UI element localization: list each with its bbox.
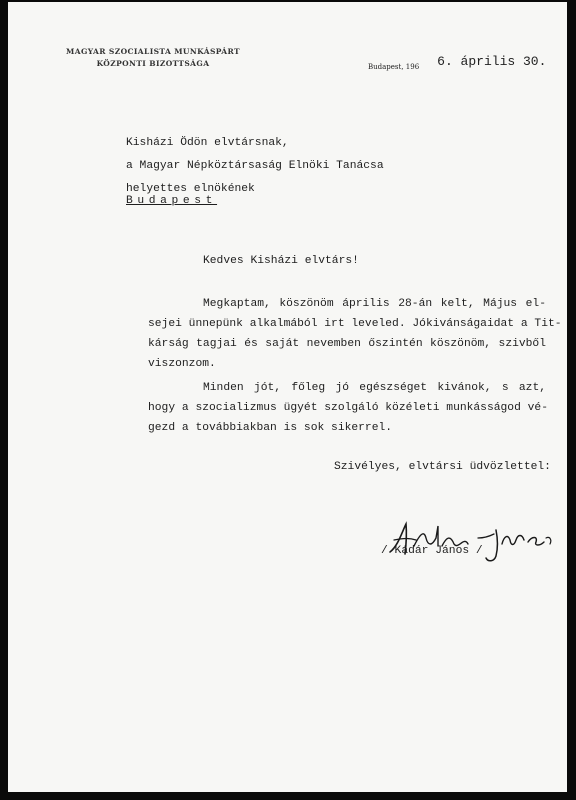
letterhead bbox=[48, 46, 258, 70]
paragraph-1-line-1: Megkaptam, köszönöm április 28-án kelt, Május el- bbox=[203, 298, 546, 310]
recipient-city: Budapest bbox=[126, 195, 218, 207]
recipient-line-3: helyettes elnökének bbox=[126, 183, 255, 195]
letterhead-party-name: MAGYAR SZOCIALISTA MUNKÁSPÁRT bbox=[66, 47, 240, 56]
handwritten-signature bbox=[380, 516, 560, 566]
paragraph-2-line-2: hogy a szocializmus ügyét szolgáló közéleti munkásságod vé- bbox=[148, 402, 548, 414]
date-printed-prefix: Budapest, 196 bbox=[368, 63, 420, 71]
paragraph-1-line-2: sejei ünnepünk alkalmából irt leveled. Jókivánságaidat a Tit- bbox=[148, 318, 562, 330]
letterhead-committee-name: KÖZPONTI BIZOTTSÁGA bbox=[96, 59, 210, 68]
letter-page bbox=[8, 2, 567, 792]
recipient-line-1: Kisházi Ödön elvtársnak, bbox=[126, 137, 289, 149]
paragraph-1-line-3: kárság tagjai és saját nevemben őszintén köszönöm, szivből bbox=[148, 338, 546, 350]
date-typed: 6. április 30. bbox=[437, 54, 547, 69]
closing-greeting: Szivélyes, elvtársi üdvözlettel: bbox=[334, 461, 551, 473]
typed-signature-name: / Kádár János / bbox=[381, 545, 483, 557]
paragraph-1-line-4: viszonzom. bbox=[148, 358, 216, 370]
recipient-line-2: a Magyar Népköztársaság Elnöki Tanácsa bbox=[126, 160, 384, 172]
salutation: Kedves Kisházi elvtárs! bbox=[203, 255, 359, 267]
paragraph-2-line-3: gezd a továbbiakban is sok sikerrel. bbox=[148, 422, 393, 434]
date-line bbox=[368, 52, 546, 70]
paragraph-2-line-1: Minden jót, főleg jó egészséget kivánok, s azt, bbox=[203, 382, 546, 394]
